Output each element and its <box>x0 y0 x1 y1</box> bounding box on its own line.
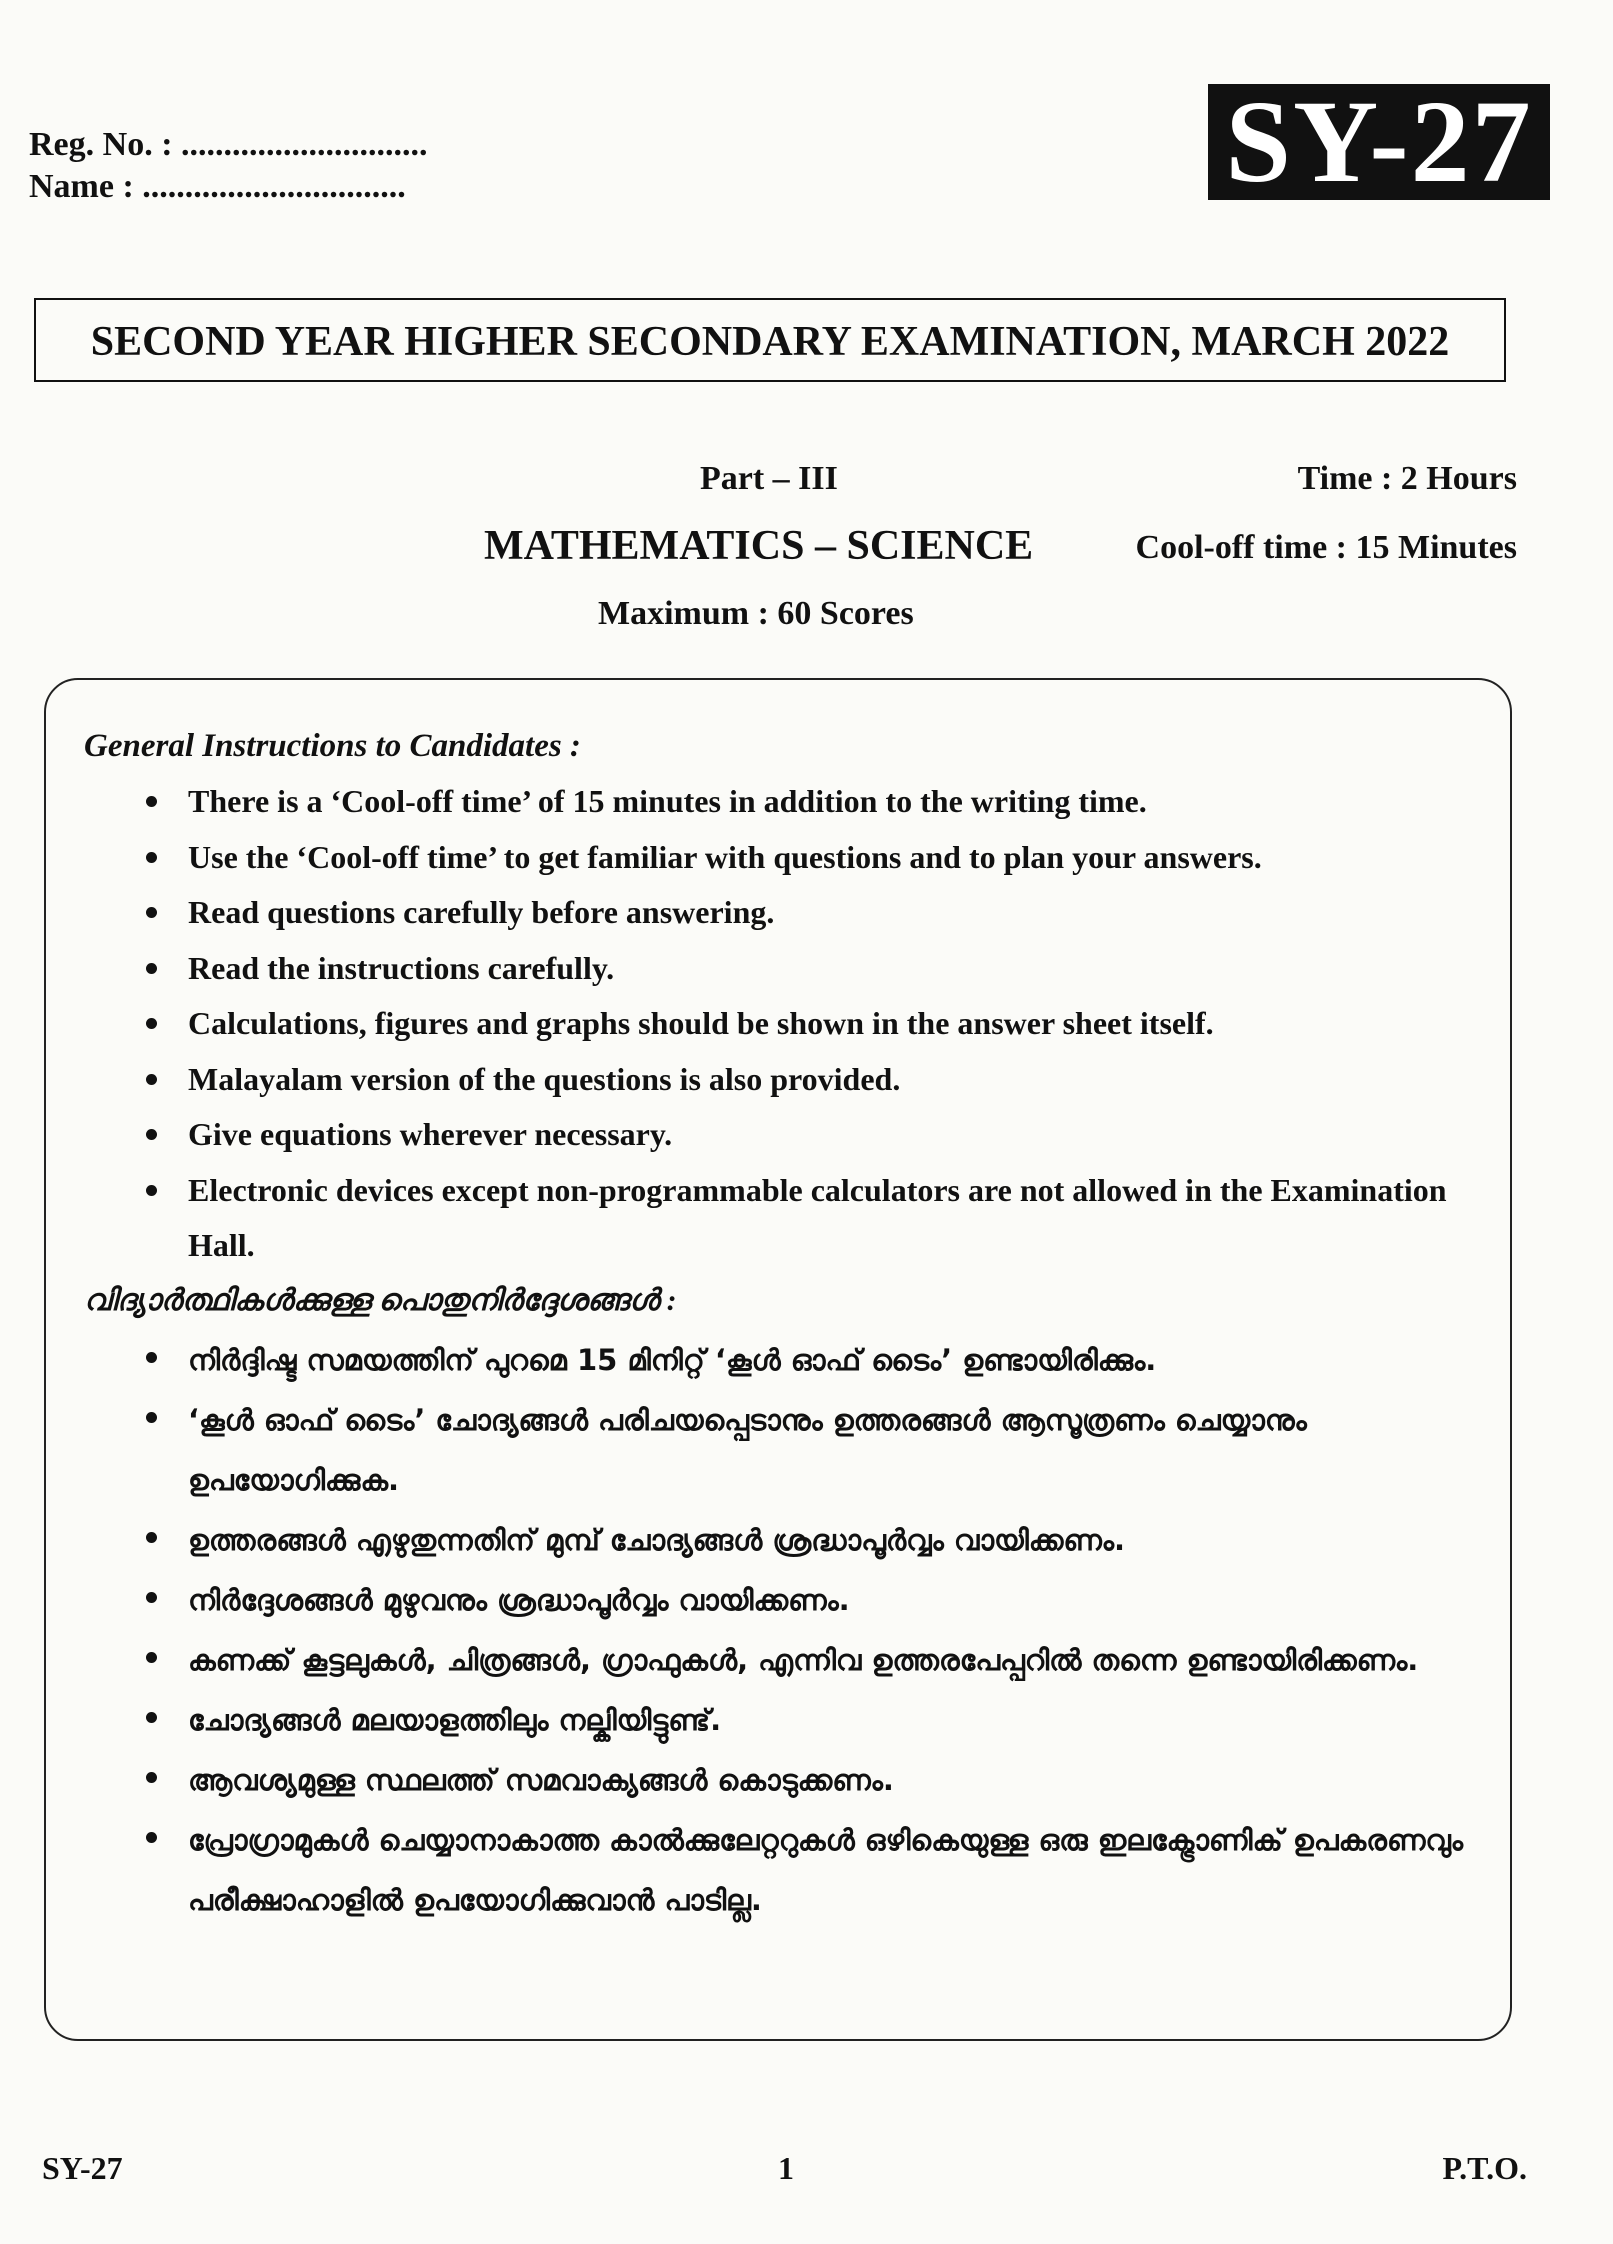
reg-no-field: Reg. No. : ............................. <box>29 126 428 163</box>
malayalam-instructions-heading: വിദ്യാർത്ഥികൾക്കുള്ള പൊതുനിർദ്ദേശങ്ങൾ : <box>84 1284 677 1317</box>
instruction-text: Use the ‘Cool-off time’ to get familiar with questions and to plan your answers. <box>188 838 1262 875</box>
list-item <box>128 1107 1458 1163</box>
instruction-text: കണക്ക് കൂട്ടലുകൾ, ചിത്രങ്ങൾ, ഗ്രാഫുകൾ, എന്നിവ ഉത്തരപേപ്പറിൽ തന്നെ ഉണ്ടായിരിക്കണം. <box>188 1643 1419 1677</box>
instruction-text: ആവശ്യമുള്ള സ്ഥലത്ത് സമവാക്യങ്ങൾ കൊടുക്കണം. <box>188 1763 894 1797</box>
part-label: Part – III <box>700 460 838 497</box>
bullet-icon <box>146 1592 157 1603</box>
list-item <box>128 774 1458 830</box>
instruction-text: Malayalam version of the questions is also provided. <box>188 1060 901 1097</box>
instruction-text: നിർദ്ദിഷ്ട സമയത്തിന് പുറമെ 15 മിനിറ്റ് ‘കൂൾ ഓഫ് ടൈം’ ഉണ്ടായിരിക്കും. <box>188 1343 1157 1377</box>
instructions-list <box>128 774 1458 1274</box>
instruction-text: പ്രോഗ്രാമുകൾ ചെയ്യാനാകാത്ത കാൽക്കുലേറ്ററുകൾ ഒഴികെയുള്ള ഒരു ഇലക്ട്രോണിക് ഉപകരണവും പരീക്ഷാഹാളിൽ ഉപയോഗിക്കുവാൻ പാടില്ല. <box>188 1823 1464 1917</box>
list-item <box>128 1163 1458 1274</box>
list-item <box>128 1750 1468 1810</box>
instruction-text: Electronic devices except non-programmable calculators are not allowed in the Examination Hall. <box>188 1171 1447 1263</box>
bullet-icon <box>146 907 157 918</box>
instruction-text: Read the instructions carefully. <box>188 949 615 986</box>
instructions-panel <box>44 678 1512 2041</box>
paper-code-badge: SY-27 <box>1208 84 1550 200</box>
name-field: Name : ............................... <box>29 168 406 205</box>
list-item <box>128 1390 1468 1510</box>
cool-off-label: Cool-off time : 15 Minutes <box>1135 529 1517 566</box>
subject-title: MATHEMATICS – SCIENCE <box>484 523 1034 569</box>
list-item <box>128 1630 1468 1690</box>
bullet-icon <box>146 1074 157 1085</box>
list-item <box>128 1810 1468 1930</box>
list-item <box>128 830 1458 886</box>
bullet-icon <box>146 1772 157 1783</box>
list-item <box>128 996 1458 1052</box>
instruction-text: ഉത്തരങ്ങൾ എഴുതുന്നതിന് മുമ്പ് ചോദ്യങ്ങൾ ശ്രദ്ധാപൂർവ്വം വായിക്കണം. <box>188 1523 1126 1557</box>
bullet-icon <box>146 1018 157 1029</box>
bullet-icon <box>146 1532 157 1543</box>
instruction-text: ‘കൂൾ ഓഫ് ടൈം’ ചോദ്യങ്ങൾ പരിചയപ്പെടാനും ഉത്തരങ്ങൾ ആസൂത്രണം ചെയ്യാനും ഉപയോഗിക്കുക. <box>188 1403 1307 1497</box>
instruction-text: നിർദ്ദേശങ്ങൾ മുഴുവനും ശ്രദ്ധാപൂർവ്വം വായിക്കണം. <box>188 1583 850 1617</box>
list-item <box>128 885 1458 941</box>
bullet-icon <box>146 963 157 974</box>
bullet-icon <box>146 1129 157 1140</box>
list-item <box>128 1510 1468 1570</box>
instruction-text: Give equations wherever necessary. <box>188 1116 673 1152</box>
bullet-icon <box>146 1352 157 1363</box>
instruction-text: Calculations, figures and graphs should be shown in the answer sheet itself. <box>188 1005 1214 1041</box>
exam-title: SECOND YEAR HIGHER SECONDARY EXAMINATION, MARCH 2022 <box>34 298 1506 382</box>
instructions-heading: General Instructions to Candidates : <box>84 728 581 764</box>
pto-label: P.T.O. <box>1442 2150 1527 2186</box>
bullet-icon <box>146 796 157 807</box>
bullet-icon <box>146 852 157 863</box>
list-item <box>128 1690 1468 1750</box>
list-item <box>128 1330 1468 1390</box>
bullet-icon <box>146 1712 157 1723</box>
list-item <box>128 941 1458 997</box>
time-label: Time : 2 Hours <box>1297 460 1517 497</box>
list-item <box>128 1570 1468 1630</box>
bullet-icon <box>146 1185 157 1196</box>
maximum-score: Maximum : 60 Scores <box>598 595 914 632</box>
bullet-icon <box>146 1832 157 1843</box>
instruction-text: Read questions carefully before answering. <box>188 894 775 930</box>
instruction-text: ചോദ്യങ്ങൾ മലയാളത്തിലും നല്കിയിട്ടുണ്ട്. <box>188 1703 722 1737</box>
page-number: 1 <box>778 2150 794 2186</box>
bullet-icon <box>146 1652 157 1663</box>
malayalam-instructions-list <box>128 1330 1468 1930</box>
list-item <box>128 1052 1458 1108</box>
instruction-text: There is a ‘Cool-off time’ of 15 minutes in addition to the writing time. <box>188 783 1147 819</box>
footer-code: SY-27 <box>42 2150 123 2186</box>
bullet-icon <box>146 1412 157 1423</box>
